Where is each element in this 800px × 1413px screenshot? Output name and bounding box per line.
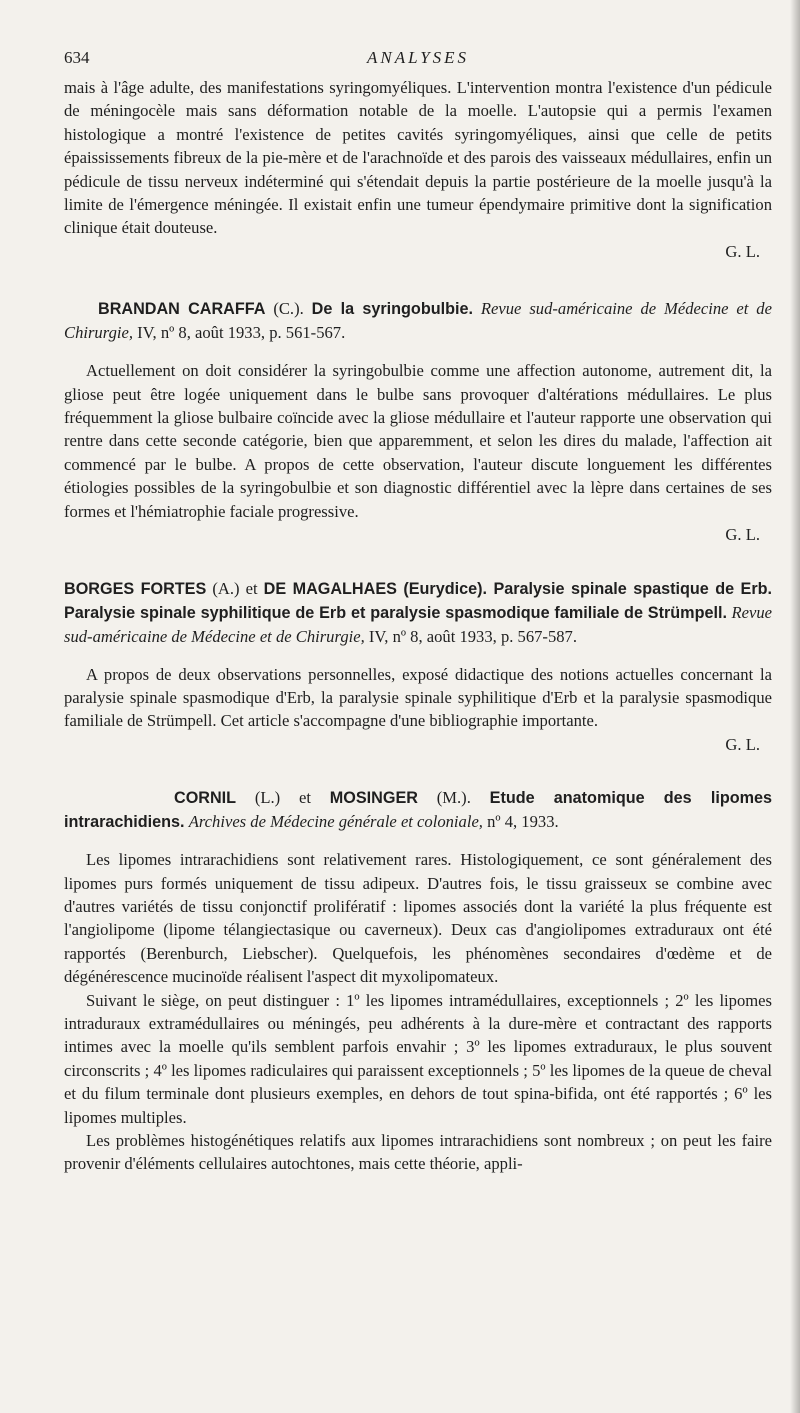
- entry-details: IV, nº 8, août 1933, p. 567-587.: [364, 626, 578, 646]
- entry-authors: CORNIL: [174, 789, 237, 808]
- entry-authors: BORGES FORTES: [64, 579, 207, 598]
- abstract-entry-borges-fortes: [64, 577, 772, 757]
- entry-paragraph: Les problèmes histogénétiques relatifs aux lipomes intrarachidiens sont nombreux ; on peut les faire provenir d'éléments cellulaires autochtones, mais cette théorie, appli-: [64, 1131, 772, 1174]
- running-header: [64, 48, 772, 76]
- entry-joiner: et: [245, 578, 264, 598]
- entry-second-author: DE MAGALHAES: [263, 579, 397, 598]
- entry-author-initials: (C.).: [265, 299, 312, 319]
- page-number: 634: [64, 48, 90, 67]
- page: [64, 48, 772, 1176]
- abstract-entry-brandan-caraffa: [64, 297, 772, 546]
- entry-title: Etude anatomique des lipomes intrarachidiens.: [64, 789, 772, 832]
- page-edge-shadow: [790, 0, 800, 1413]
- entry-heading: [64, 786, 772, 834]
- abstract-entry-cornil-mosinger: [64, 786, 772, 1176]
- entry-title: De la syringobulbie.: [311, 300, 473, 319]
- entry-signature: G. L.: [725, 525, 760, 545]
- entry-details: nº 4, 1933.: [482, 812, 559, 832]
- entry-reference: Archives de Médecine générale et coloniale,: [188, 812, 483, 832]
- entry-heading: [64, 577, 772, 649]
- entry-author-initials: (A.): [206, 578, 246, 598]
- entry-reference: Revue sud-américaine de Médecine et de Chirurgie,: [64, 299, 772, 343]
- running-title: ANALYSES: [366, 48, 470, 67]
- entry-authors: BRANDAN CARAFFA: [98, 300, 266, 319]
- entry-paragraph: Les lipomes intrarachidiens sont relativement rares. Histologiquement, ce sont généralement des lipomes purs formés uniquement de tissu adipeux. D'autres fois, le tissu graisseux se combine avec d'autres variétés de tissu conjonctif prolifératif : lipomes associés dont la variété la plus fréquente est l'angiolipome (lipome télangiectasique ou caverneux). Deux cas d'angiolipomes extraduraux ont été rapportés (Berenburch, Liebscher). Quelquefois, les phénomènes secondaires d'œdème et de dégénérescence mucinoïde réalisent l'aspect dit myxolipomateux.: [64, 850, 772, 987]
- entry-heading: [64, 297, 772, 345]
- entry-joiner: et: [299, 788, 330, 808]
- intro-signature: G. L.: [725, 241, 760, 261]
- entry-second-author-given: (M.).: [417, 788, 490, 808]
- entry-details: IV, nº 8, août 1933, p. 561-567.: [133, 323, 346, 343]
- intro-paragraph: mais à l'âge adulte, des manifestations syringomyéliques. L'intervention montra l'existence d'un pédicule de méningocèle mais sans déformation notable de la moelle. L'autopsie qui a permis l'examen histologique a montré l'existence de petites cavités syringomyéliques, ainsi que celle de petits épaississements fibreux de la pie-mère et de l'arachnoïde et des parois des vaisseaux médullaires, enfin un pédicule de tissu nerveux indéterminé qui s'étendait depuis la partie postérieure de la moelle jusqu'à la limite de l'émergence méningée. Il existait enfin une tumeur épendymaire primitive dont la signification clinique était douteuse.: [64, 78, 772, 238]
- entry-paragraph: Actuellement on doit considérer la syringobulbie comme une affection autonome, autrement dit, la gliose peut être logée uniquement dans le bulbe sans provoquer d'altérations médullaires. Le plus fréquemment la gliose bulbaire coïncide avec la gliose médullaire et l'auteur rapporte une observation qui rentre dans cette seconde catégorie, bien que apparemment, et selon les dires du malade, l'affection ait commencé par le bulbe. A propos de cette observation, l'auteur discute longuement les différentes étiologies possibles de la syringobulbie et son diagnostic différentiel avec la lèpre dans certaines de ses formes et l'hémiatrophie faciale progressive.: [64, 361, 772, 521]
- entry-title: Paralysie spinale spastique de Erb. Paralysie spinale syphilitique de Erb et paralysie spasmodique familiale de Strümpell.: [64, 579, 773, 622]
- entry-second-author-given: (Eurydice).: [396, 579, 494, 598]
- entry-second-author: MOSINGER: [329, 789, 418, 808]
- entry-paragraph: A propos de deux observations personnelles, exposé didactique des notions actuelles concernant la paralysie spinale spasmodique d'Erb, la paralysie spinale syphilitique d'Erb et la paralysie spasmodique familiale de Strümpell. Cet article s'accompagne d'une bibliographie importante.: [64, 664, 772, 731]
- entry-signature: G. L.: [725, 734, 760, 754]
- entry-paragraph: Suivant le siège, on peut distinguer : 1º les lipomes intramédullaires, exceptionnels ; 2º les lipomes intraduraux extramédullaires ou méningés, peu adhérents à la dure-mère et contractant des rapports intimes avec la moelle qu'ils semblent parfois envahir ; 3º les lipomes extraduraux, le plus souvent circonscrits ; 4º les lipomes radiculaires qui paraissent exceptionnels ; 5º les lipomes de la queue de cheval et du filum terminale dont plusieurs exemples, en dehors de tout spina-bifida, ont été rapportés ; 6º les lipomes multiples.: [64, 990, 772, 1127]
- entry-author-initials: (L.): [236, 788, 299, 808]
- entry-reference: Revue sud-américaine de Médecine et de Chirurgie,: [64, 602, 772, 646]
